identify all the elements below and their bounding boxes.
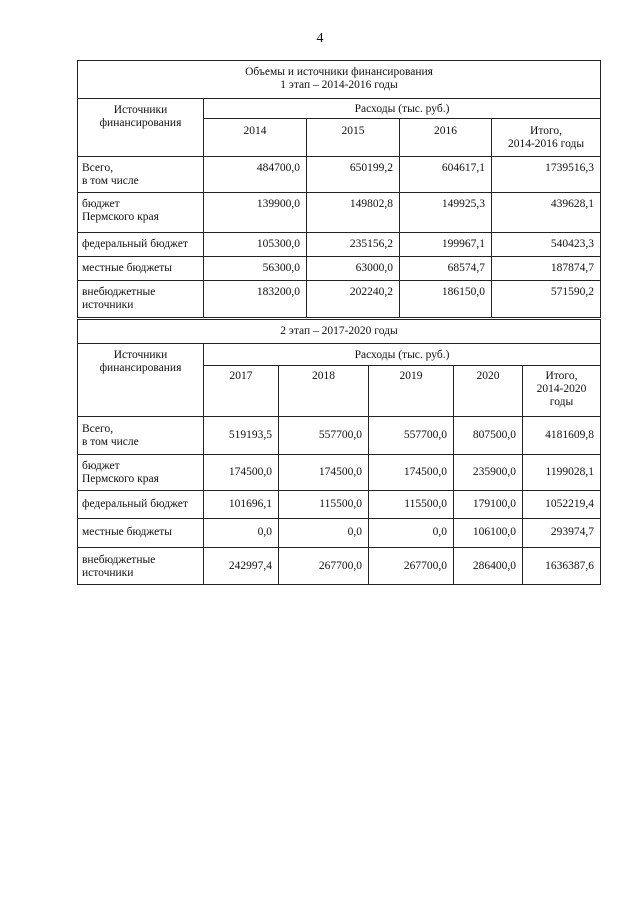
table-cell: 1199028,1 bbox=[523, 455, 601, 491]
table-cell: 115500,0 bbox=[369, 491, 454, 519]
stage2-year-header: 2018 bbox=[279, 366, 369, 417]
page-number: 4 bbox=[316, 31, 324, 46]
stage2-title-row bbox=[78, 320, 601, 344]
stage1-year-header: 2016 bbox=[400, 119, 492, 157]
table-cell: 68574,7 bbox=[400, 257, 492, 281]
row-label: внебюджетные источники bbox=[78, 548, 204, 585]
table-row bbox=[78, 233, 601, 257]
stage2-source-header: Источники финансирования bbox=[78, 344, 204, 417]
table-row bbox=[78, 417, 601, 455]
stage2-header-row bbox=[78, 344, 601, 366]
table-cell: 183200,0 bbox=[204, 281, 307, 318]
row-label: федеральный бюджет bbox=[78, 491, 204, 519]
stage1-header-row bbox=[78, 99, 601, 119]
table-cell: 439628,1 bbox=[492, 193, 601, 233]
stage2-total-header: Итого, 2014-2020 годы bbox=[523, 366, 601, 417]
table-row bbox=[78, 193, 601, 233]
stage2-year-header: 2020 bbox=[454, 366, 523, 417]
row-label: местные бюджеты bbox=[78, 257, 204, 281]
stage1-total-header: Итого, 2014-2016 годы bbox=[492, 119, 601, 157]
stage2-year-header: 2019 bbox=[369, 366, 454, 417]
table-row bbox=[78, 281, 601, 318]
table-cell: 1739516,3 bbox=[492, 157, 601, 193]
table-cell: 202240,2 bbox=[307, 281, 400, 318]
table-row bbox=[78, 257, 601, 281]
table-row bbox=[78, 519, 601, 548]
table-cell: 139900,0 bbox=[204, 193, 307, 233]
table-cell: 293974,7 bbox=[523, 519, 601, 548]
table-cell: 519193,5 bbox=[204, 417, 279, 455]
row-label: местные бюджеты bbox=[78, 519, 204, 548]
stage1-title-row bbox=[78, 61, 601, 99]
table-row bbox=[78, 157, 601, 193]
table-cell: 235900,0 bbox=[454, 455, 523, 491]
row-label: федеральный бюджет bbox=[78, 233, 204, 257]
table-cell: 4181609,8 bbox=[523, 417, 601, 455]
row-label: Всего, в том числе bbox=[78, 157, 204, 193]
stage1-table bbox=[77, 60, 601, 318]
table-cell: 604617,1 bbox=[400, 157, 492, 193]
row-label: внебюджетные источники bbox=[78, 281, 204, 318]
table-cell: 199967,1 bbox=[400, 233, 492, 257]
table-cell: 557700,0 bbox=[369, 417, 454, 455]
table-cell: 186150,0 bbox=[400, 281, 492, 318]
table-cell: 101696,1 bbox=[204, 491, 279, 519]
table-cell: 242997,4 bbox=[204, 548, 279, 585]
row-label: Всего, в том числе bbox=[78, 417, 204, 455]
table-cell: 286400,0 bbox=[454, 548, 523, 585]
table-cell: 267700,0 bbox=[369, 548, 454, 585]
stage2-table bbox=[77, 319, 601, 585]
table-cell: 174500,0 bbox=[279, 455, 369, 491]
table-cell: 187874,7 bbox=[492, 257, 601, 281]
table-cell: 540423,3 bbox=[492, 233, 601, 257]
table-cell: 174500,0 bbox=[369, 455, 454, 491]
stage2-year-header: 2017 bbox=[204, 366, 279, 417]
table-cell: 179100,0 bbox=[454, 491, 523, 519]
row-label: бюджет Пермского края bbox=[78, 193, 204, 233]
table-cell: 63000,0 bbox=[307, 257, 400, 281]
table-cell: 807500,0 bbox=[454, 417, 523, 455]
table-cell: 267700,0 bbox=[279, 548, 369, 585]
table-row bbox=[78, 491, 601, 519]
table-cell: 0,0 bbox=[369, 519, 454, 548]
table-cell: 571590,2 bbox=[492, 281, 601, 318]
table-cell: 1052219,4 bbox=[523, 491, 601, 519]
table-cell: 149802,8 bbox=[307, 193, 400, 233]
table-cell: 484700,0 bbox=[204, 157, 307, 193]
table-cell: 235156,2 bbox=[307, 233, 400, 257]
stage1-expense-header: Расходы (тыс. руб.) bbox=[204, 99, 601, 119]
stage1-year-header: 2015 bbox=[307, 119, 400, 157]
table-cell: 106100,0 bbox=[454, 519, 523, 548]
table-row bbox=[78, 455, 601, 491]
table-cell: 149925,3 bbox=[400, 193, 492, 233]
table-cell: 174500,0 bbox=[204, 455, 279, 491]
table-cell: 1636387,6 bbox=[523, 548, 601, 585]
table-cell: 557700,0 bbox=[279, 417, 369, 455]
table-cell: 650199,2 bbox=[307, 157, 400, 193]
stage2-title: 2 этап – 2017-2020 годы bbox=[78, 320, 601, 344]
table-cell: 56300,0 bbox=[204, 257, 307, 281]
table-cell: 0,0 bbox=[204, 519, 279, 548]
table-cell: 0,0 bbox=[279, 519, 369, 548]
stage1-source-header: Источники финансирования bbox=[78, 99, 204, 157]
stage1-title: Объемы и источники финансирования 1 этап – 2014-2016 годы bbox=[78, 61, 601, 99]
table-row bbox=[78, 548, 601, 585]
table-cell: 105300,0 bbox=[204, 233, 307, 257]
table-cell: 115500,0 bbox=[279, 491, 369, 519]
stage2-expense-header: Расходы (тыс. руб.) bbox=[204, 344, 601, 366]
stage1-year-header: 2014 bbox=[204, 119, 307, 157]
row-label: бюджет Пермского края bbox=[78, 455, 204, 491]
